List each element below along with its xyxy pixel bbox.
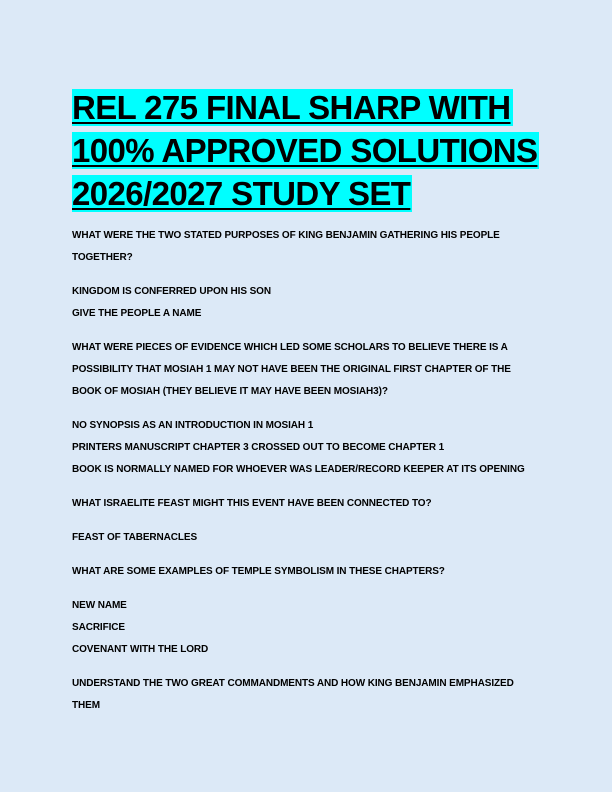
question-line: BOOK OF MOSIAH (THEY BELIEVE IT MAY HAVE BEEN MOSIAH3)?: [72, 386, 388, 397]
title-line: 100% APPROVED SOLUTIONS: [72, 132, 538, 169]
question-line: THEM: [72, 700, 100, 711]
title-line: 2026/2027 STUDY SET: [72, 175, 411, 212]
question-line: POSSIBILITY THAT MOSIAH 1 MAY NOT HAVE BEEN THE ORIGINAL FIRST CHAPTER OF THE: [72, 364, 511, 375]
answer-1: [72, 281, 542, 325]
answer-2: [72, 415, 542, 481]
answer-line: COVENANT WITH THE LORD: [72, 644, 209, 655]
answer-line: NEW NAME: [72, 600, 127, 611]
question-line: WHAT WERE PIECES OF EVIDENCE WHICH LED SOME SCHOLARS TO BELIEVE THERE IS A: [72, 342, 508, 353]
title-line: REL 275 FINAL SHARP WITH: [72, 89, 511, 126]
question-4: [72, 561, 542, 583]
answer-line: NO SYNOPSIS AS AN INTRODUCTION IN MOSIAH 1: [72, 420, 314, 431]
document-title: [72, 86, 542, 215]
question-line: TOGETHER?: [72, 252, 133, 263]
question-5: [72, 673, 542, 717]
answer-line: FEAST OF TABERNACLES: [72, 532, 198, 543]
question-line: WHAT ARE SOME EXAMPLES OF TEMPLE SYMBOLISM IN THESE CHAPTERS?: [72, 566, 445, 577]
question-1: [72, 225, 542, 269]
answer-line: KINGDOM IS CONFERRED UPON HIS SON: [72, 286, 271, 297]
question-line: UNDERSTAND THE TWO GREAT COMMANDMENTS AND HOW KING BENJAMIN EMPHASIZED: [72, 678, 514, 689]
question-2: [72, 337, 542, 403]
question-line: WHAT WERE THE TWO STATED PURPOSES OF KING BENJAMIN GATHERING HIS PEOPLE: [72, 230, 500, 241]
answer-line: GIVE THE PEOPLE A NAME: [72, 308, 202, 319]
study-content: [72, 225, 542, 717]
document-page: [72, 86, 542, 729]
answer-line: BOOK IS NORMALLY NAMED FOR WHOEVER WAS LEADER/RECORD KEEPER AT ITS OPENING: [72, 464, 525, 475]
answer-4: [72, 595, 542, 661]
question-3: [72, 493, 542, 515]
answer-3: [72, 527, 542, 549]
answer-line: SACRIFICE: [72, 622, 125, 633]
answer-line: PRINTERS MANUSCRIPT CHAPTER 3 CROSSED OUT TO BECOME CHAPTER 1: [72, 442, 445, 453]
question-line: WHAT ISRAELITE FEAST MIGHT THIS EVENT HAVE BEEN CONNECTED TO?: [72, 498, 432, 509]
